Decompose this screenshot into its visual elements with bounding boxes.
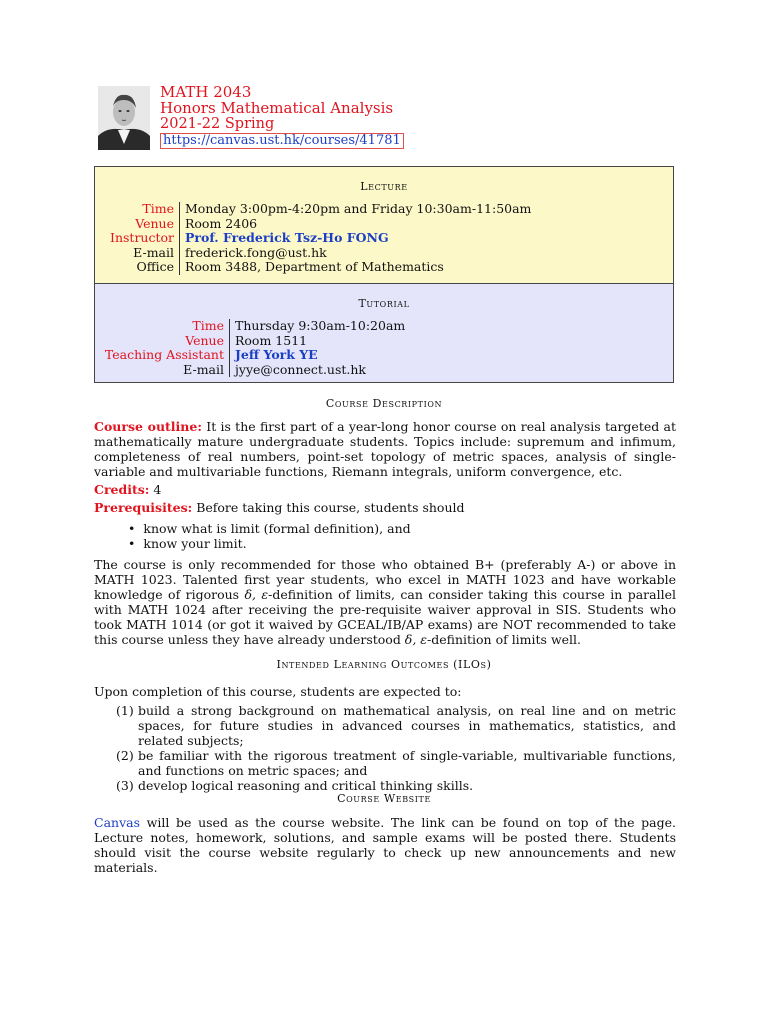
tutorial-row-time <box>95 319 405 334</box>
delta-epsilon-symbol: δ, ε <box>404 632 427 647</box>
lecture-box <box>94 166 674 284</box>
list-item <box>116 778 676 793</box>
outline-text: It is the first part of a year-long honor course on real analysis targeted at mathematically mature undergraduate students. Topics include: supremum and infimum, completeness of real numbers, point-set topology of metric spaces, analysis of single-variable and multivariable functions, Riemann integrals, uniform convergence, etc. <box>94 419 677 479</box>
tutorial-label: Venue <box>185 332 224 348</box>
instructor-email: frederick.fong@ust.hk <box>179 246 327 261</box>
tutorial-row-venue <box>95 334 405 349</box>
section-title-ilos: Intended Learning Outcomes (ILOs) <box>276 658 492 671</box>
lecture-label: Venue <box>135 215 174 231</box>
canvas-link[interactable]: Canvas <box>94 815 140 830</box>
lecture-row-office <box>95 260 531 275</box>
lecture-info-table <box>95 202 531 275</box>
tutorial-value: Room 1511 <box>229 334 307 349</box>
delta-epsilon-symbol: δ, ε <box>244 587 269 602</box>
credits-line <box>94 482 676 497</box>
course-url-link[interactable]: https://canvas.ust.hk/courses/41781 <box>160 133 404 149</box>
list-item: • know what is limit (formal definition), and <box>128 521 411 536</box>
lecture-row-venue <box>95 217 531 232</box>
website-paragraph <box>94 815 676 875</box>
lecture-value: Room 2406 <box>179 217 257 232</box>
course-title: Honors Mathematical Analysis <box>160 99 394 117</box>
website-text: will be used as the course website. The link can be found on top of the page. Lecture notes, homework, solutions, and sample exams will be posted there. Students should visit the course website regularly to check up new announcements and new materials. <box>94 815 676 875</box>
lecture-label: Time <box>142 201 174 216</box>
item-number: (1) <box>116 703 134 718</box>
item-number: (3) <box>116 778 134 793</box>
recommendation-paragraph <box>94 557 676 647</box>
lecture-title: Lecture <box>360 180 408 193</box>
tutorial-row-email <box>95 363 405 378</box>
tutorial-row-ta <box>95 348 405 363</box>
lecture-row-email <box>95 246 531 261</box>
ilos-intro: Upon completion of this course, students are expected to: <box>94 684 462 699</box>
prereq-label: Prerequisites: <box>94 500 193 515</box>
course-outline-paragraph <box>94 419 676 479</box>
tutorial-label: E-mail <box>183 361 224 377</box>
recommendation-text-2: -definition of limits, can consider taking this course in parallel with MATH 1024 after receiving the pre-requisite waiver approval in SIS. Students who took MATH 1014 (or got it waived by GCEAL/IB/AP exams) are NOT recommended to take this course unless they have already understood <box>94 587 677 647</box>
tutorial-value: Thursday 9:30am-10:20am <box>229 319 405 334</box>
prerequisites-line <box>94 500 676 515</box>
outline-label: Course outline: <box>94 419 202 434</box>
section-title-description: Course Description <box>325 397 443 410</box>
item-text: be familiar with the rigorous treatment of single-variable, multivariable functions, and functions on metric spaces; and <box>138 748 676 778</box>
lecture-label: Office <box>136 259 174 275</box>
item-text: develop logical reasoning and critical thinking skills. <box>138 778 474 793</box>
credits-label: Credits: <box>94 482 150 497</box>
course-term: 2021-22 Spring <box>160 116 275 132</box>
tutorial-label: Teaching Assistant <box>104 347 224 363</box>
item-number: (2) <box>116 748 134 763</box>
section-title-website: Course Website <box>337 792 431 805</box>
recommendation-text-1: The course is only recommended for those who obtained B+ (preferably A-) or above in MATH 1023. Talented first year students, who excel in MATH 1023 and have workable knowledge of rigorous <box>94 557 676 602</box>
course-header <box>160 84 404 149</box>
tutorial-info-table <box>95 319 405 377</box>
tutorial-box <box>94 283 674 383</box>
prereq-list <box>128 521 411 551</box>
instructor-name: Prof. Frederick Tsz-Ho FONG <box>179 231 389 246</box>
list-item <box>116 748 676 778</box>
lecture-row-time <box>95 202 531 217</box>
lecture-value: Monday 3:00pm-4:20pm and Friday 10:30am-11:50am <box>179 202 531 217</box>
credits-value: 4 <box>149 482 162 497</box>
list-item: • know your limit. <box>128 536 411 551</box>
course-code: MATH 2043 <box>160 83 252 101</box>
lecture-label: E-mail <box>133 244 174 260</box>
item-text: build a strong background on mathematical analysis, on real line and on metric spaces, for future studies in advanced courses in mathematics, statistics, and related subjects; <box>138 703 676 748</box>
ta-name: Jeff York YE <box>229 348 318 363</box>
portrait-image <box>98 86 150 150</box>
lecture-value: Room 3488, Department of Mathematics <box>179 260 444 275</box>
ta-email: jyye@connect.ust.hk <box>229 363 366 378</box>
tutorial-label: Time <box>192 318 224 333</box>
ilos-list <box>116 703 676 793</box>
lecture-label: Instructor <box>110 230 174 246</box>
tutorial-title: Tutorial <box>358 297 410 310</box>
lecture-row-instructor <box>95 231 531 246</box>
list-item <box>116 703 676 748</box>
recommendation-text-3: -definition of limits well. <box>426 632 582 647</box>
prereq-text: Before taking this course, students should <box>192 500 465 515</box>
